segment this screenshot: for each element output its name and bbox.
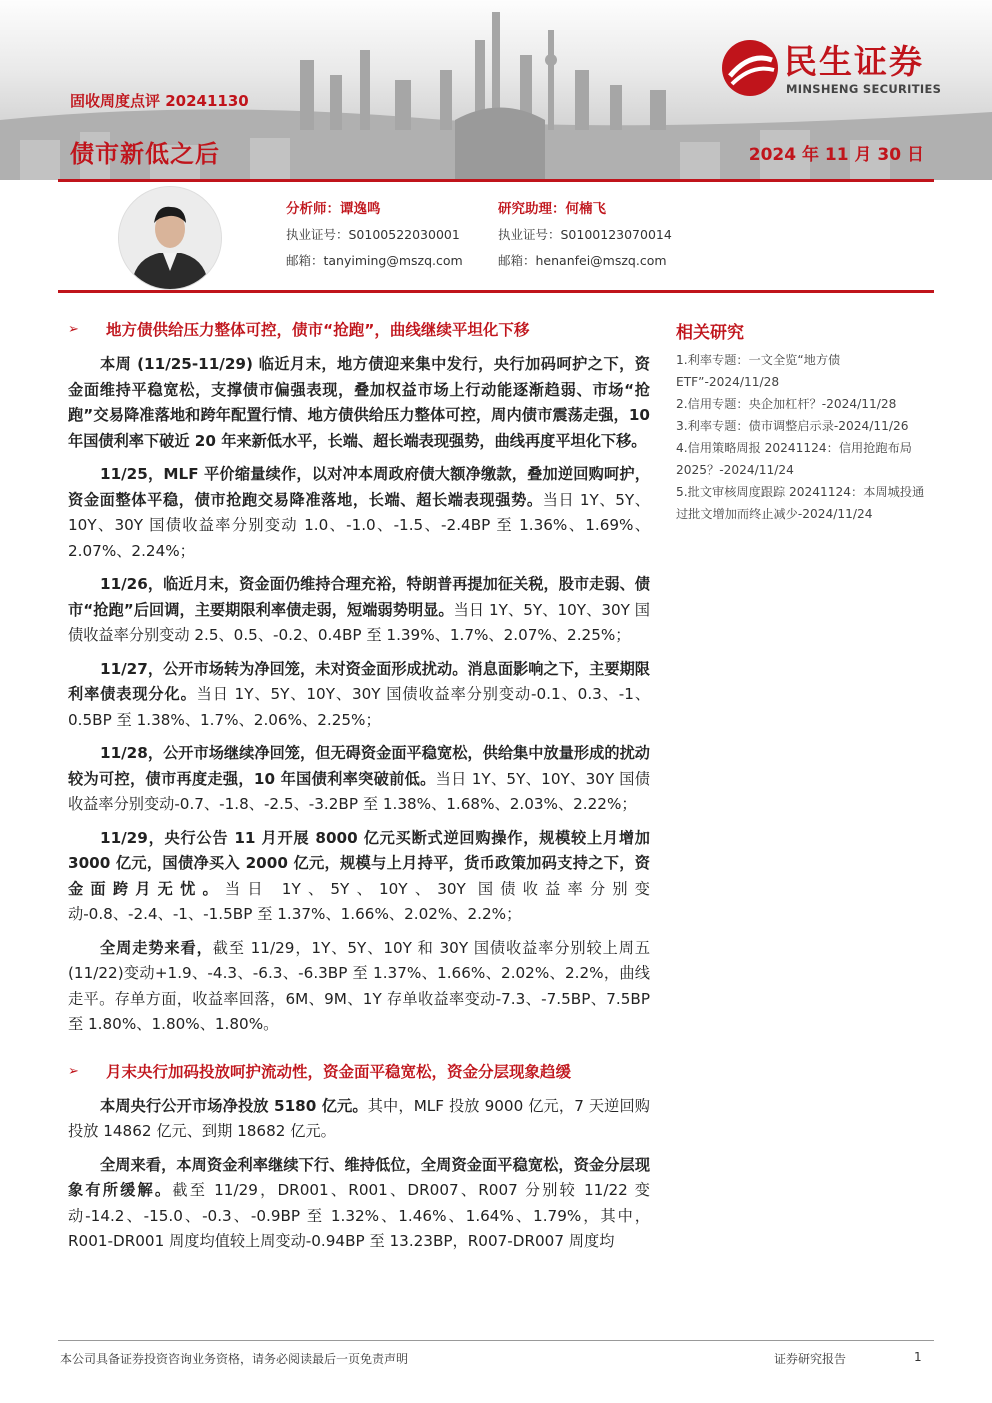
section-1-heading bbox=[68, 318, 650, 342]
paragraph-text: 当日 1Y、5Y、10Y、30Y 国债收益率分别变动 2.5、0.5、-0.2、0.4BP 至 1.39%、1.7%、2.07%、2.25%； bbox=[68, 600, 650, 644]
sidebar-title: 相关研究 bbox=[676, 323, 744, 343]
paragraph-bold: 全周来看，本周资金利率继续下行、维持低位，全周资金面平稳宽松，资金分层现象有所缓解。 bbox=[68, 1155, 650, 1199]
arrow-bullet-icon: ➢ bbox=[68, 322, 79, 337]
paragraph bbox=[68, 352, 650, 454]
related-research-link[interactable]: 1.利率专题：一文全览“地方债 ETF”-2024/11/28 bbox=[676, 353, 841, 389]
paragraph-bold: 全周走势来看， bbox=[100, 938, 213, 957]
analyst-2-cert: 执业证号：S0100123070014 bbox=[498, 227, 672, 242]
arrow-bullet-icon: ➢ bbox=[68, 1063, 79, 1079]
section-2-heading bbox=[68, 1060, 650, 1084]
paragraph-text: 其中，MLF 投放 9000 亿元，7 天逆回购投放 14862 亿元、到期 18682 亿元。 bbox=[68, 1096, 650, 1140]
footer-disclaimer: 本公司具备证券投资咨询业务资格，请务必阅读最后一页免责声明 bbox=[60, 1352, 409, 1366]
related-research-link[interactable]: 2.信用专题：央企加杠杆？-2024/11/28 bbox=[676, 397, 897, 411]
paragraph-bold: 本周央行公开市场净投放 5180 亿元。 bbox=[100, 1096, 368, 1115]
paragraph-bold: 11/29，央行公告 11 月开展 8000 亿元买断式逆回购操作，规模较上月增加 3000 亿元，国债净买入 2000 亿元，规模与上月持平，货币政策加码支持之下，资金面跨月无忧。 bbox=[68, 828, 650, 898]
analyst-2-name: 研究助理：何楠飞 bbox=[498, 201, 606, 217]
paragraph-text: 截至 11/29，DR001、R001、DR007、R007 分别较 11/22 变动-14.2、-15.0、-0.3、-0.9BP 至 1.32%、1.46%、1.64%、1.79%，其中，R001-DR001 周度均值较上周变动-0.94BP 至 13.23BP，R007-DR007 周度均 bbox=[68, 1181, 650, 1250]
report-date: 2024 年 11 月 30 日 bbox=[748, 145, 924, 165]
paragraph bbox=[68, 462, 650, 564]
analyst-1-name: 分析师：谭逸鸣 bbox=[286, 201, 381, 217]
paragraph-text: 截至 11/29，1Y、5Y、10Y 和 30Y 国债收益率分别较上周五(11/22)变动+1.9、-4.3、-6.3、-6.3BP 至 1.37%、1.66%、2.02%、2.2%，曲线走平。存单方面，收益率回落，6M、9M、1Y 存单收益率变动-7.3、-7.5BP、7.5BP 至 1.80%、1.80%、1.80%。 bbox=[68, 938, 651, 1033]
paragraph-bold: 11/26，临近月末，资金面仍维持合理充裕，特朗普再提加征关税，股市走弱、债市“抢跑”后回调，主要期限利率债走弱，短端弱势明显。 bbox=[68, 575, 650, 619]
minsheng-logo-icon bbox=[720, 38, 780, 98]
analyst-2 bbox=[498, 196, 672, 274]
page-number: 1 bbox=[914, 1350, 922, 1364]
brand-logo bbox=[720, 36, 970, 106]
paragraph-bold: 11/27，公开市场转为净回笼，未对资金面形成扰动。消息面影响之下，主要期限利率债表现分化。 bbox=[68, 659, 650, 703]
related-research-link[interactable]: 5.批文审核周度跟踪 20241124：本周城投通过批文增加而终止减少-2024/11/24 bbox=[676, 485, 925, 521]
report-title: 债市新低之后 bbox=[70, 140, 220, 168]
paragraph-text: 当日 1Y、5Y、10Y、30Y 国债收益率分别变动-0.8、-2.4、-1、-1.5BP 至 1.37%、1.66%、2.02%、2.2%； bbox=[68, 879, 650, 923]
logo-text-cn: 民生证券 bbox=[784, 42, 924, 81]
paragraph bbox=[68, 1153, 650, 1255]
report-type: 固收周度点评 20241130 bbox=[70, 92, 249, 110]
analyst-1-email[interactable]: 邮箱：tanyiming@mszq.com bbox=[286, 253, 463, 268]
paragraph-bold: 11/28，公开市场继续净回笼，但无碍资金面平稳宽松，供给集中放量形成的扰动较为可控，债市再度走强，10 年国债利率突破前低。 bbox=[68, 744, 650, 788]
paragraph-bold: 11/25，MLF 平价缩量续作，以对冲本周政府债大额净缴款，叠加逆回购呵护，资金面整体平稳，债市抢跑交易降准落地，长端、超长端表现强势。 bbox=[68, 465, 650, 509]
analyst-1-cert: 执业证号：S0100522030001 bbox=[286, 227, 460, 242]
related-research-link[interactable]: 4.信用策略周报 20241124：信用抢跑布局 2025？-2024/11/24 bbox=[676, 441, 912, 477]
header-divider bbox=[58, 179, 934, 182]
paragraph bbox=[68, 936, 650, 1038]
footer-report-kind: 证券研究报告 bbox=[774, 1352, 847, 1366]
paragraph-text: 当日 1Y、5Y、10Y、30Y 国债收益率分别变动 1.0、-1.0、-1.5、-2.4BP 至 1.36%、1.69%、2.07%、2.24%； bbox=[68, 490, 650, 560]
section-divider bbox=[58, 290, 934, 293]
analyst-1 bbox=[286, 196, 463, 274]
logo-text-en: MINSHENG SECURITIES bbox=[786, 82, 942, 96]
section-heading-text: 月末央行加码投放呵护流动性，资金面平稳宽松，资金分层现象趋缓 bbox=[106, 1062, 572, 1081]
footer-divider bbox=[58, 1340, 934, 1341]
paragraph bbox=[68, 826, 650, 928]
main-content bbox=[68, 318, 650, 1263]
paragraph bbox=[68, 1094, 650, 1145]
related-research-sidebar bbox=[676, 318, 934, 525]
related-research-link[interactable]: 3.利率专题：债市调整启示录-2024/11/26 bbox=[676, 419, 909, 433]
paragraph-text: 当日 1Y、5Y、10Y、30Y 国债收益率分别变动-0.7、-1.8、-2.5、-3.2BP 至 1.38%、1.68%、2.03%、2.22%； bbox=[68, 769, 650, 813]
analyst-photo bbox=[118, 186, 222, 290]
paragraph-text: 当日 1Y、5Y、10Y、30Y 国债收益率分别变动-0.1、0.3、-1、0.5BP 至 1.38%、1.7%、2.06%、2.25%； bbox=[68, 685, 651, 729]
person-icon bbox=[119, 187, 221, 289]
analyst-2-email[interactable]: 邮箱：henanfei@mszq.com bbox=[498, 253, 667, 268]
paragraph bbox=[68, 741, 650, 818]
paragraph bbox=[68, 657, 650, 734]
section-heading-text: 地方债供给压力整体可控，债市“抢跑”，曲线继续平坦化下移 bbox=[106, 321, 530, 339]
paragraph-bold: 本周 (11/25-11/29) 临近月末，地方债迎来集中发行，央行加码呵护之下，资金面维持平稳宽松，支撑债市偏强表现，叠加权益市场上行动能逐渐趋弱、市场“抢跑”交易降准落地和跨年配置行情、地方债供给压力整体可控，周内债市震荡走强，10 年国债利率下破近 20 年来新低水平，长端、超长端表现强势，曲线再度平坦化下移。 bbox=[68, 355, 650, 450]
paragraph bbox=[68, 572, 650, 649]
